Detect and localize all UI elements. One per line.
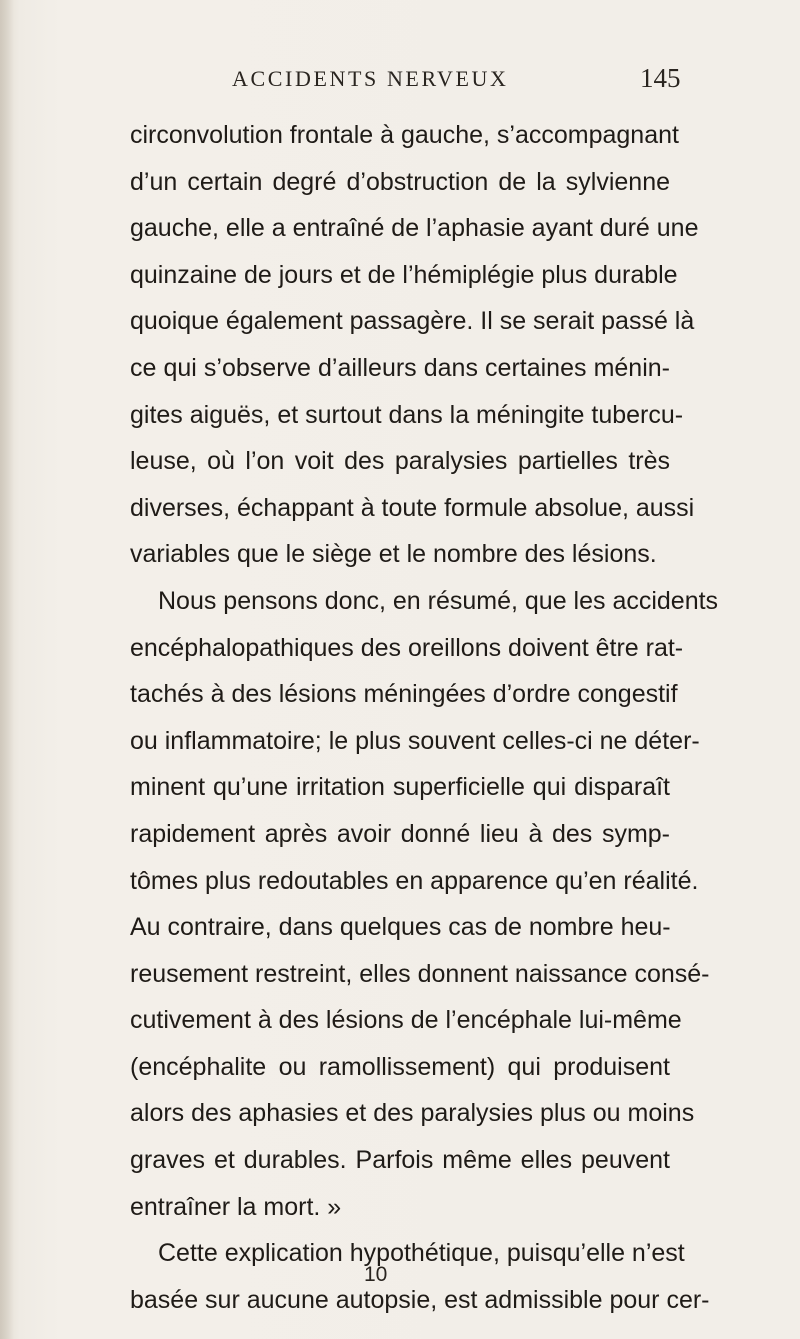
text-line: quoique également passagère. Il se serait passé là [130, 307, 695, 336]
text-line: rapidement après avoir donné lieu à des symp- [130, 819, 670, 848]
running-title: ACCIDENTS NERVEUX [232, 66, 509, 91]
text-line: circonvolution frontale à gauche, s’accompagnant [130, 121, 679, 149]
text-line: entraîner la mort. » [130, 1192, 342, 1221]
body-text [130, 112, 719, 1323]
text-line: cutivement à des lésions de l’encéphale lui-même [130, 1006, 682, 1035]
text-line: gites aiguës, et surtout dans la méningite tubercu- [130, 400, 684, 429]
paragraph-first-line: Cette explication hypothétique, puisqu’elle n’est [158, 1239, 685, 1268]
text-line: gauche, elle a entraîné de l’aphasie ayant duré une [130, 214, 699, 243]
paragraph-first-line: Nous pensons donc, en résumé, que les accidents [158, 586, 719, 615]
text-line: leuse, où l’on voit des paralysies partielles très [130, 447, 670, 476]
text-line: graves et durables. Parfois même elles peuvent [130, 1146, 670, 1175]
text-line: minent qu’une irritation superficielle qui disparaît [130, 773, 670, 802]
text-line: encéphalopathiques des oreillons doivent être rat- [130, 633, 684, 662]
binding-shadow [0, 0, 14, 1339]
text-line: tachés à des lésions méningées d’ordre congestif [130, 680, 678, 709]
signature-mark: 10 [364, 1263, 388, 1286]
running-head [232, 63, 681, 96]
text-line: alors des aphasies et des paralysies plus ou moins [130, 1099, 695, 1128]
text-line: basée sur aucune autopsie, est admissible pour cer- [130, 1285, 710, 1314]
text-line: tômes plus redoutables en apparence qu’en réalité. [130, 866, 699, 895]
text-line: ou inflammatoire; le plus souvent celles-ci ne déter- [130, 726, 700, 755]
text-line: reusement restreint, elles donnent naissance consé- [130, 959, 710, 988]
text-line: ce qui s’observe d’ailleurs dans certaines ménin- [130, 353, 670, 382]
text-line: (encéphalite ou ramollissement) qui produisent [130, 1052, 670, 1081]
text-line: d’un certain degré d’obstruction de la sylvienne [130, 167, 670, 196]
text-line: diverses, échappant à toute formule absolue, aussi [130, 493, 695, 522]
text-line: variables que le siège et le nombre des lésions. [130, 540, 657, 569]
text-line: quinzaine de jours et de l’hémiplégie plus durable [130, 260, 678, 289]
page-number: 145 [640, 63, 681, 93]
text-line: Au contraire, dans quelques cas de nombre heu- [130, 913, 671, 942]
